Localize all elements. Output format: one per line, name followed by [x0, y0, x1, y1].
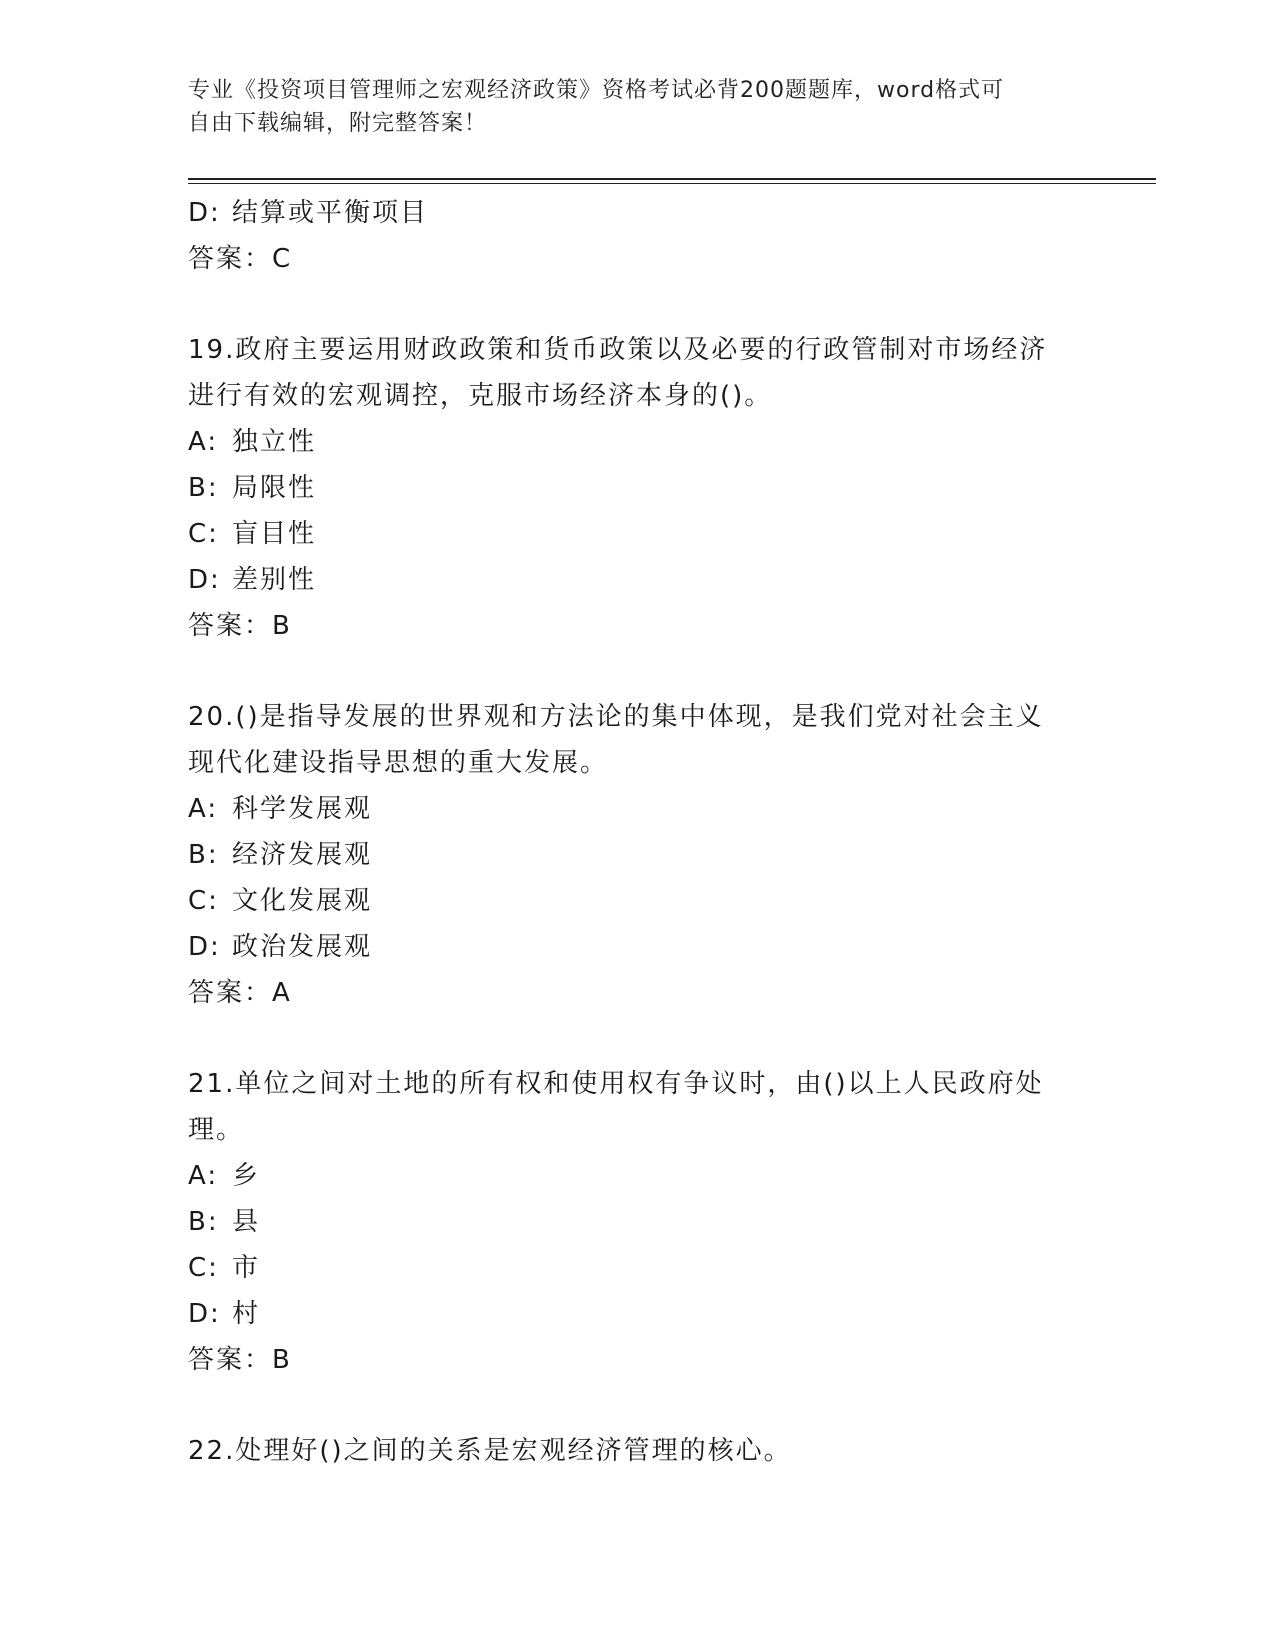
option-d: D: 差别性 [188, 565, 317, 595]
option-a: A: 科学发展观 [188, 794, 373, 824]
question-text: 21.单位之间对土地的所有权和使用权有争议时，由()以上人民政府处理。 [188, 1069, 1044, 1145]
question-21 [188, 1061, 1088, 1383]
answer: 答案：B [188, 1345, 292, 1375]
option-a: A: 乡 [188, 1161, 261, 1191]
option-d: D: 政治发展观 [188, 932, 373, 962]
header-line-2: 自由下载编辑，附完整答案！ [188, 111, 488, 136]
question-22 [188, 1428, 1088, 1474]
prev-option-d: D: 结算或平衡项目 [188, 198, 429, 228]
question-text: 19.政府主要运用财政政策和货币政策以及必要的行政管制对市场经济进行有效的宏观调控，克服市场经济本身的()。 [188, 335, 1048, 411]
prev-answer: 答案：C [188, 244, 293, 274]
answer: 答案：A [188, 978, 292, 1008]
header-divider-thin [188, 183, 1156, 184]
option-b: B: 局限性 [188, 473, 317, 503]
question-text: 22.处理好()之间的关系是宏观经济管理的核心。 [188, 1436, 792, 1466]
option-c: C: 文化发展观 [188, 886, 373, 916]
option-c: C: 盲目性 [188, 519, 317, 549]
question-20 [188, 694, 1088, 1016]
option-c: C: 市 [188, 1253, 261, 1283]
option-b: B: 县 [188, 1207, 261, 1237]
header-divider-thick [188, 178, 1156, 180]
option-a: A: 独立性 [188, 427, 317, 457]
header-line-1: 专业《投资项目管理师之宏观经济政策》资格考试必背200题题库，word格式可 [188, 78, 1005, 103]
option-b: B: 经济发展观 [188, 840, 373, 870]
option-d: D: 村 [188, 1299, 261, 1329]
question-text: 20.()是指导发展的世界观和方法论的集中体现，是我们党对社会主义现代化建设指导思想的重大发展。 [188, 702, 1044, 778]
question-19 [188, 327, 1088, 649]
question-list [188, 190, 1088, 1474]
document-header [188, 74, 1068, 140]
answer: 答案：B [188, 611, 292, 641]
